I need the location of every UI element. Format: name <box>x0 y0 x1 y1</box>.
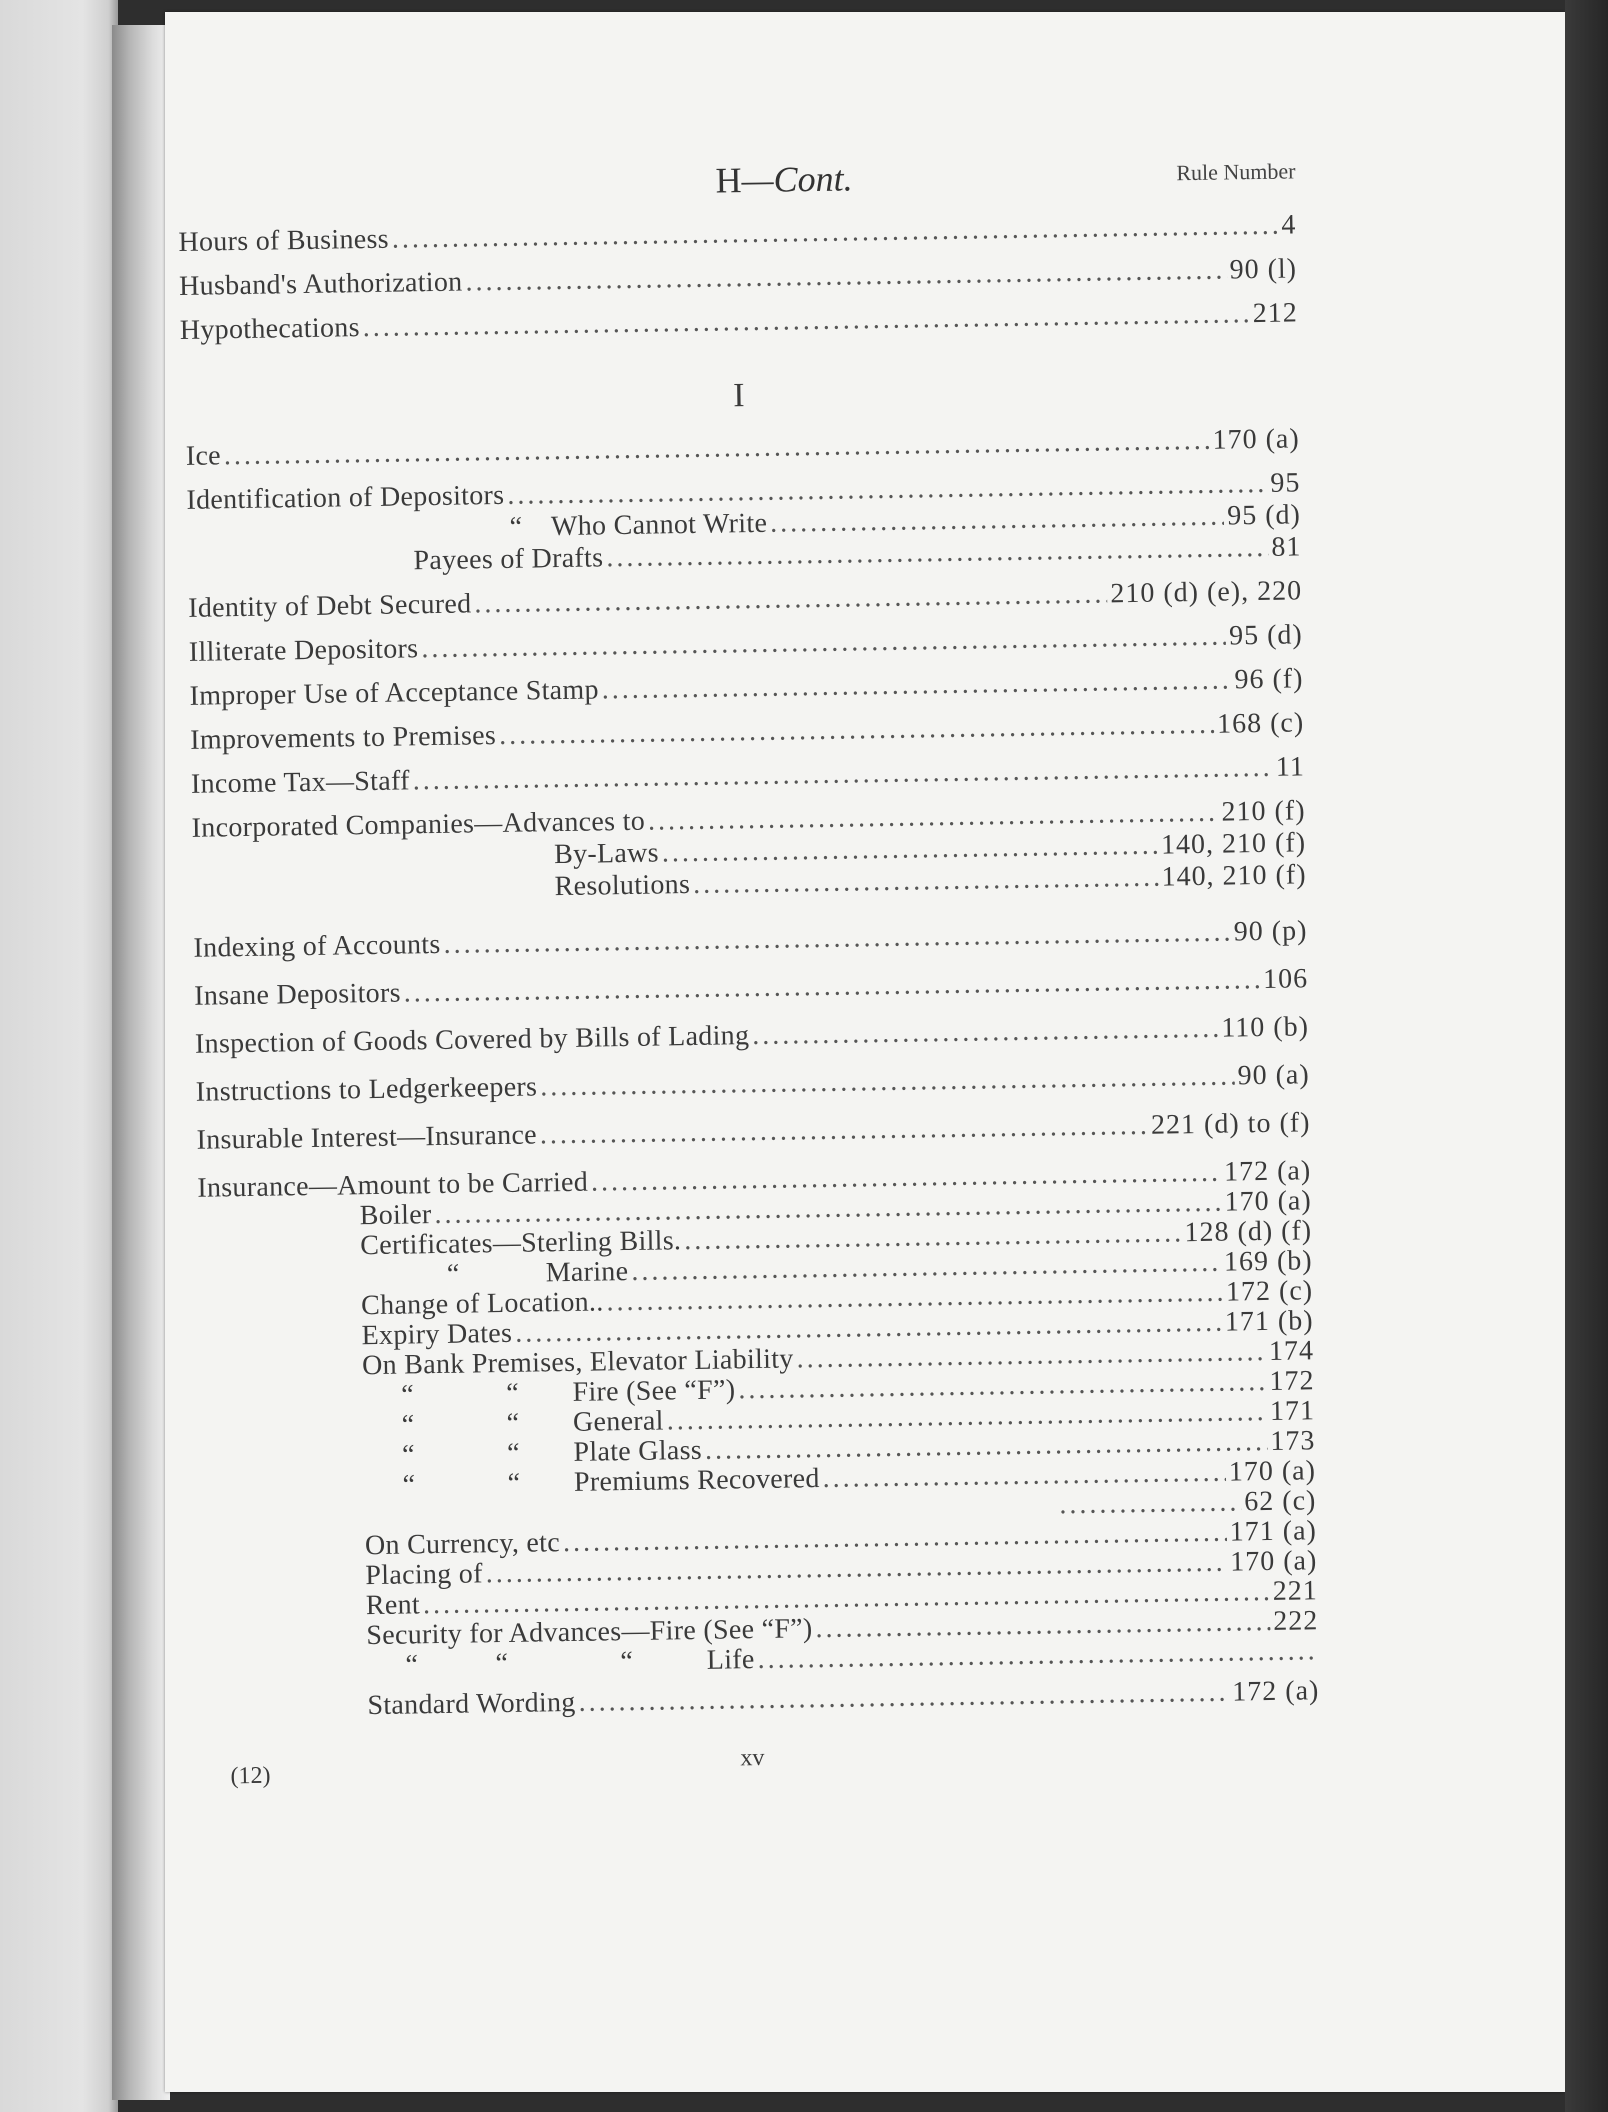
entry-label: Standard Wording <box>367 1686 576 1722</box>
entry-label: Illiterate Depositors <box>188 633 419 668</box>
entry-text: Fire (See “F”) <box>572 1374 736 1408</box>
leader-dots <box>662 831 1159 869</box>
rule-number: 222 <box>1273 1605 1319 1637</box>
entry-label: Ice <box>185 440 222 472</box>
leader-dots <box>693 863 1159 900</box>
entry-label: Identity of Debt Secured <box>187 588 472 624</box>
index-entry <box>182 576 1302 624</box>
entry-label: Instructions to Ledgerkeepers <box>195 1071 538 1108</box>
ditto-mark: “ <box>495 1647 509 1680</box>
ditto-mark: “ <box>509 511 523 543</box>
rule-number: 212 <box>1252 297 1298 330</box>
rule-number: 171 <box>1269 1395 1316 1427</box>
index-content <box>175 132 1321 1813</box>
ditto-mark: “ <box>506 1407 520 1439</box>
ditto-mark: “ <box>405 1649 419 1681</box>
entry-label: Expiry Dates <box>361 1317 513 1352</box>
rule-number: 95 <box>1270 467 1301 499</box>
rule-number: 171 (a) <box>1229 1515 1318 1548</box>
book-gutter <box>112 25 170 2100</box>
index-entry <box>187 916 1307 964</box>
rule-number: 128 (d) (f) <box>1184 1215 1313 1249</box>
entry-label: Improvements to Premises <box>190 720 497 756</box>
leader-dots <box>363 299 1250 343</box>
heading-cont: —Cont. <box>741 158 853 201</box>
ditto-mark: “ <box>400 1379 415 1411</box>
leader-dots <box>1059 1487 1241 1520</box>
entry-text: Life <box>706 1644 755 1676</box>
entry-label: Hypothecations <box>179 312 361 346</box>
rule-number: 169 (b) <box>1223 1245 1313 1278</box>
entry-text: Plate Glass <box>573 1434 703 1468</box>
section-letter: I <box>732 377 745 415</box>
index-entry <box>183 664 1303 712</box>
entry-label: Indexing of Accounts <box>193 928 441 964</box>
ditto-mark: “ <box>620 1645 634 1678</box>
entry-label: Insurable Interest—Insurance <box>196 1119 538 1156</box>
entry-label: Incorporated Companies—Advances to <box>191 805 646 844</box>
entry-label: Placing of <box>365 1558 483 1592</box>
leader-dots <box>540 1061 1235 1102</box>
heading-letter: H <box>715 160 742 201</box>
leader-dots <box>752 1014 1219 1051</box>
entry-label: Certificates—Sterling Bills. <box>359 1225 682 1262</box>
rule-number: 170 (a) <box>1228 1455 1317 1488</box>
entry-label: Resolutions <box>554 869 691 903</box>
rule-number: 210 (f) <box>1221 795 1306 828</box>
leader-dots <box>443 918 1231 960</box>
leader-dots <box>474 579 1107 619</box>
leader-dots <box>421 622 1226 665</box>
rule-number: 106 <box>1262 963 1309 996</box>
entry-label: On Currency, etc <box>364 1527 561 1562</box>
rule-number: 90 (l) <box>1229 253 1298 286</box>
rule-number: 172 (c) <box>1225 1275 1314 1308</box>
index-entry <box>188 964 1308 1012</box>
rule-number: 11 <box>1275 751 1306 783</box>
ditto-mark: “ <box>401 1409 415 1441</box>
ditto-mark: “ <box>446 1258 460 1290</box>
entry-label: Husband's Authorization <box>178 266 463 302</box>
rule-number: 95 (d) <box>1228 619 1303 652</box>
ditto-mark: “ <box>401 1439 416 1471</box>
entry-label: Inspection of Goods Covered by Bills of Lading <box>194 1020 750 1060</box>
rule-number: 62 (c) <box>1244 1485 1317 1518</box>
facing-page-edge <box>0 0 118 2112</box>
index-entry <box>190 1108 1310 1156</box>
leader-dots <box>224 426 1210 471</box>
entry-label: Payees of Drafts <box>413 542 604 577</box>
leader-dots <box>578 1678 1229 1718</box>
index-subentry <box>199 1676 1319 1724</box>
ditto-mark: “ <box>402 1469 416 1501</box>
index-entry <box>178 298 1298 346</box>
rule-number: 90 (p) <box>1233 915 1308 948</box>
index-entry <box>184 708 1304 756</box>
entry-text: Who Cannot Write <box>550 507 768 543</box>
rule-number: 170 (a) <box>1229 1545 1318 1578</box>
rule-number: 140, 210 (f) <box>1161 859 1307 893</box>
book-cover-edge <box>1565 0 1608 2112</box>
rule-number: 110 (b) <box>1221 1011 1310 1044</box>
ditto-mark: “ <box>507 1467 521 1499</box>
leader-dots <box>499 710 1214 751</box>
entry-label: Insane Depositors <box>194 977 402 1012</box>
rule-number: 173 <box>1270 1425 1316 1457</box>
section-heading <box>715 157 853 201</box>
entry-text: Premiums Recovered <box>573 1463 820 1498</box>
ditto-mark: “ <box>506 1437 521 1469</box>
entry-label: Identification of Depositors <box>186 479 505 516</box>
leader-dots <box>465 255 1227 297</box>
entry-text: Marine <box>545 1256 629 1289</box>
rule-number: 210 (d) (e), 220 <box>1110 575 1303 610</box>
entry-label <box>481 509 768 543</box>
entry-label: Improper Use of Acceptance Stamp <box>189 674 600 712</box>
entry-label: Security for Advances—Fire (See “F”) <box>366 1613 813 1652</box>
rule-number: 4 <box>1281 209 1297 241</box>
entry-label: Insurance—Amount to be Carried <box>197 1166 589 1204</box>
index-entry <box>177 254 1297 302</box>
leader-dots <box>392 211 1279 255</box>
entry-label: Income Tax—Staff <box>190 765 410 800</box>
rule-number: 170 (a) <box>1212 423 1300 456</box>
entry-label: Boiler <box>359 1199 432 1232</box>
entry-label: By-Laws <box>553 837 660 871</box>
entry-label: On Bank Premises, Elevator Liability <box>361 1343 794 1382</box>
rule-number: 172 (a) <box>1223 1155 1312 1188</box>
leader-dots <box>602 665 1232 705</box>
page-number-left: (12) <box>230 1762 271 1790</box>
entry-label: Change of Location.. <box>360 1286 604 1322</box>
rule-number: 174 <box>1268 1335 1315 1367</box>
leader-dots <box>540 1111 1149 1151</box>
rule-number-heading: Rule Number <box>1176 158 1296 186</box>
rule-number: 221 <box>1272 1575 1319 1607</box>
leader-dots <box>412 753 1273 797</box>
page-number-roman: xv <box>740 1744 765 1772</box>
index-entry <box>189 1012 1309 1060</box>
rule-number: 95 (d) <box>1226 499 1302 532</box>
rule-number: 140, 210 (f) <box>1160 827 1307 861</box>
leader-dots <box>404 965 1261 1008</box>
rule-number: 96 (f) <box>1234 663 1304 696</box>
rule-number: 81 <box>1271 531 1302 563</box>
rule-number: 172 <box>1269 1365 1315 1397</box>
rule-number: 168 (c) <box>1216 707 1305 740</box>
rule-number: 171 (b) <box>1224 1305 1314 1338</box>
entry-text: General <box>572 1405 664 1438</box>
leader-dots <box>770 502 1225 539</box>
index-entry <box>180 424 1300 472</box>
index-entry <box>190 1060 1310 1108</box>
index-entry <box>176 210 1296 258</box>
entry-label: Hours of Business <box>178 223 390 258</box>
rule-number: 221 (d) to (f) <box>1150 1107 1311 1141</box>
index-entry <box>185 752 1305 800</box>
rule-number: 170 (a) <box>1224 1185 1312 1218</box>
entry-label: Rent <box>365 1589 421 1622</box>
rule-number: 90 (a) <box>1237 1059 1310 1092</box>
rule-number: 172 (a) <box>1232 1675 1320 1708</box>
index-entry <box>183 620 1303 668</box>
entry-label <box>367 1645 755 1681</box>
ditto-mark: “ <box>505 1377 520 1409</box>
